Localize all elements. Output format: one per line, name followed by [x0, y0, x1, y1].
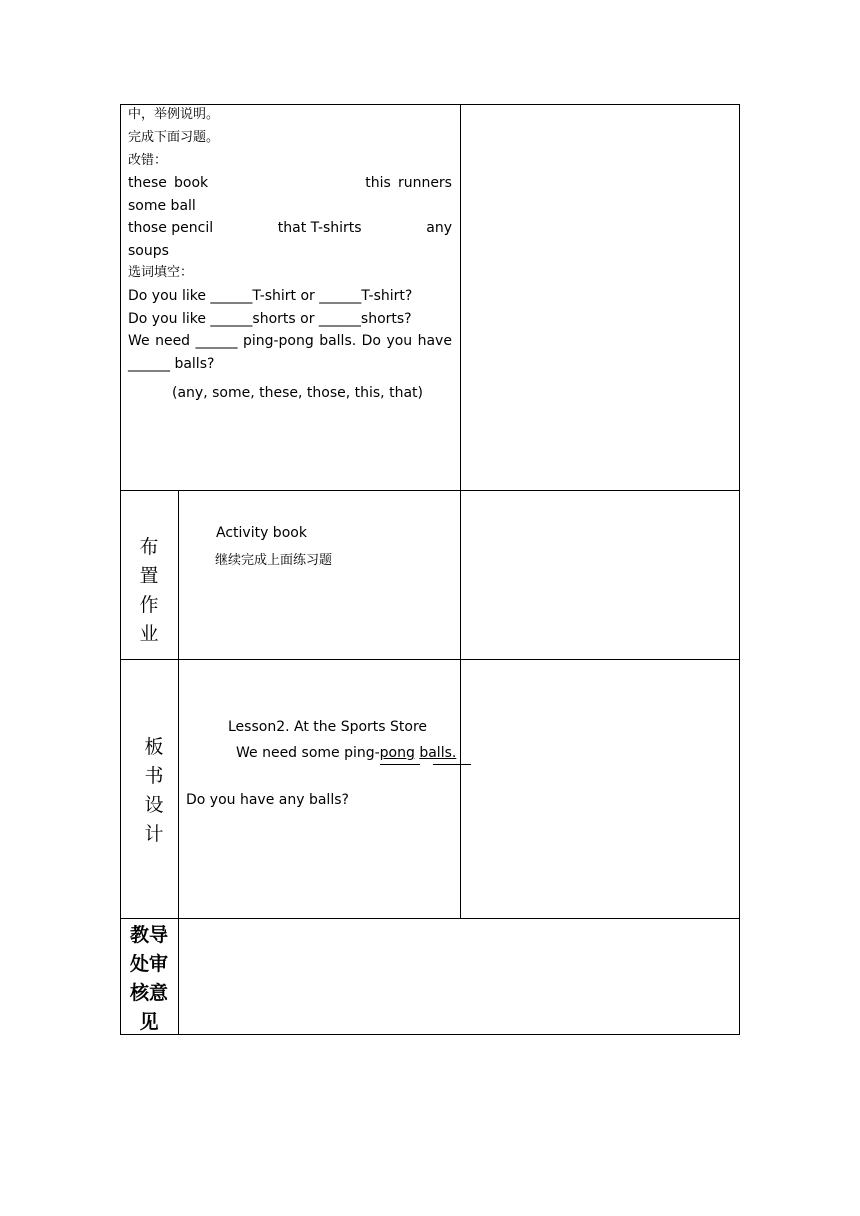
word: ping-pong — [242, 333, 314, 349]
row-divider-3 — [120, 918, 740, 919]
text-line: 中，举例说明。 — [128, 107, 220, 122]
text-line: 改错： — [128, 153, 168, 168]
text-line-justified — [128, 172, 452, 194]
homework-line: Activity book — [216, 525, 307, 541]
word: any — [426, 220, 452, 236]
header-chars: 教导 — [129, 924, 168, 946]
board-title: Lesson2. At the Sports Store — [228, 719, 428, 735]
col-divider-middle — [460, 104, 461, 919]
board-design-header — [125, 733, 183, 849]
word: you — [386, 333, 413, 349]
header-chars: 见 — [139, 1011, 159, 1033]
word: We — [128, 333, 150, 349]
header-chars: 处审 — [129, 953, 168, 975]
board-question: Do you have any balls? — [186, 792, 349, 808]
word: ______ — [195, 333, 238, 349]
header-char: 计 — [144, 823, 164, 845]
sentence-part: We need some ping- — [236, 745, 380, 761]
word: Do — [361, 333, 381, 349]
header-char: 书 — [144, 765, 164, 787]
word: these — [128, 175, 167, 191]
word: that T-shirts — [277, 220, 362, 236]
text-line: some ball — [128, 198, 196, 214]
exercise-question — [128, 330, 452, 352]
underlined-word: balls. — [419, 745, 457, 761]
underline-blank — [380, 764, 420, 765]
header-chars: 核意 — [129, 982, 168, 1004]
text-line: 完成下面习题。 — [128, 130, 220, 145]
row-divider-1 — [120, 490, 740, 491]
word: this — [365, 175, 391, 191]
homework-line: 继续完成上面练习题 — [215, 553, 333, 568]
exercise-question: Do you like ______shorts or ______shorts? — [128, 311, 412, 327]
text-line: 选词填空： — [128, 265, 194, 280]
header-char: 置 — [139, 565, 159, 587]
underline-blank — [433, 764, 471, 765]
header-char: 业 — [139, 623, 159, 645]
row-divider-2 — [120, 659, 740, 660]
word-options: (any, some, these, those, this, that) — [172, 385, 423, 401]
header-char: 作 — [139, 594, 159, 616]
homework-header — [120, 533, 178, 649]
review-header — [120, 921, 178, 1037]
table-border-right — [739, 104, 740, 1035]
header-char: 设 — [144, 794, 164, 816]
exercise-question: ______ balls? — [128, 356, 215, 372]
text-line-justified — [128, 217, 452, 239]
word: need — [155, 333, 191, 349]
exercise-question: Do you like ______T-shirt or ______T-shirt? — [128, 288, 413, 304]
table-border-bottom — [120, 1034, 740, 1035]
header-char: 板 — [144, 736, 164, 758]
board-sentence — [236, 742, 456, 764]
word: runners — [397, 175, 452, 191]
header-char: 布 — [139, 536, 159, 558]
text-line: soups — [128, 243, 169, 259]
word: balls. — [319, 333, 357, 349]
word: have — [417, 333, 452, 349]
word: those pencil — [128, 220, 214, 236]
underlined-word: pong — [379, 745, 415, 761]
word: book — [174, 175, 209, 191]
